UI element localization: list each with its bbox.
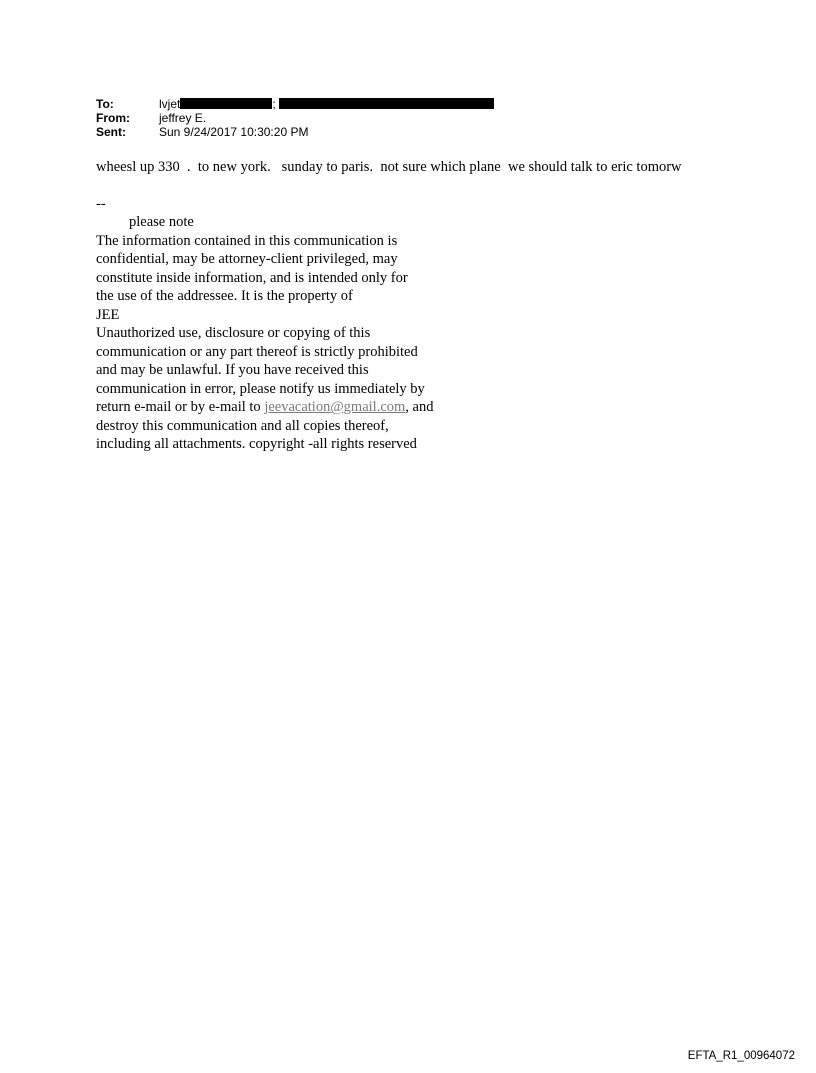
to-value-prefix: lvjet [159, 97, 181, 111]
signature-separator: -- [96, 195, 106, 212]
redaction-bar [180, 98, 272, 109]
disclaimer-line: communication or any part thereof is strictly prohibited [96, 343, 418, 360]
disclaimer-line: constitute inside information, and is intended only for [96, 269, 408, 286]
return-line-prefix: return e-mail or by e-mail to [96, 399, 265, 415]
disclaimer-line: communication in error, please notify us immediately by [96, 380, 425, 397]
spacer [96, 177, 736, 195]
redaction-bar [279, 98, 494, 109]
disclaimer-line: and may be unlawful. If you have received this [96, 362, 369, 378]
disclaimer-line: confidential, may be attorney-client privileged, may [96, 251, 398, 267]
sent-label: Sent: [96, 125, 126, 139]
disclaimer-line-with-link [96, 398, 476, 417]
disclaimer-line: JEE [96, 306, 120, 323]
document-id: EFTA_R1_00964072 [687, 1050, 795, 1062]
to-label: To: [96, 97, 114, 111]
disclaimer-line: destroy this communication and all copies thereof, [96, 417, 389, 434]
disclaimer-line: including all attachments. copyright -all rights reserved [96, 436, 417, 452]
disclaimer [96, 232, 476, 454]
email-link[interactable]: jeevacation@gmail.com [264, 399, 406, 415]
from-value: jeffrey E. [159, 111, 207, 125]
to-separator: ; [272, 97, 276, 111]
disclaimer-line: The information contained in this communication is [96, 232, 398, 249]
message-text: wheesl up 330 . to new york. sunday to paris. not sure which plane we should talk to eric tomorw [96, 159, 682, 175]
from-label: From: [96, 111, 130, 125]
signature-note: please note [129, 214, 194, 230]
email-body [96, 158, 736, 454]
to-value [159, 97, 494, 111]
return-line-suffix: , and [405, 399, 434, 415]
sent-value: Sun 9/24/2017 10:30:20 PM [159, 125, 309, 139]
disclaimer-line: Unauthorized use, disclosure or copying of this [96, 325, 371, 341]
disclaimer-line: the use of the addressee. It is the property of [96, 288, 353, 304]
